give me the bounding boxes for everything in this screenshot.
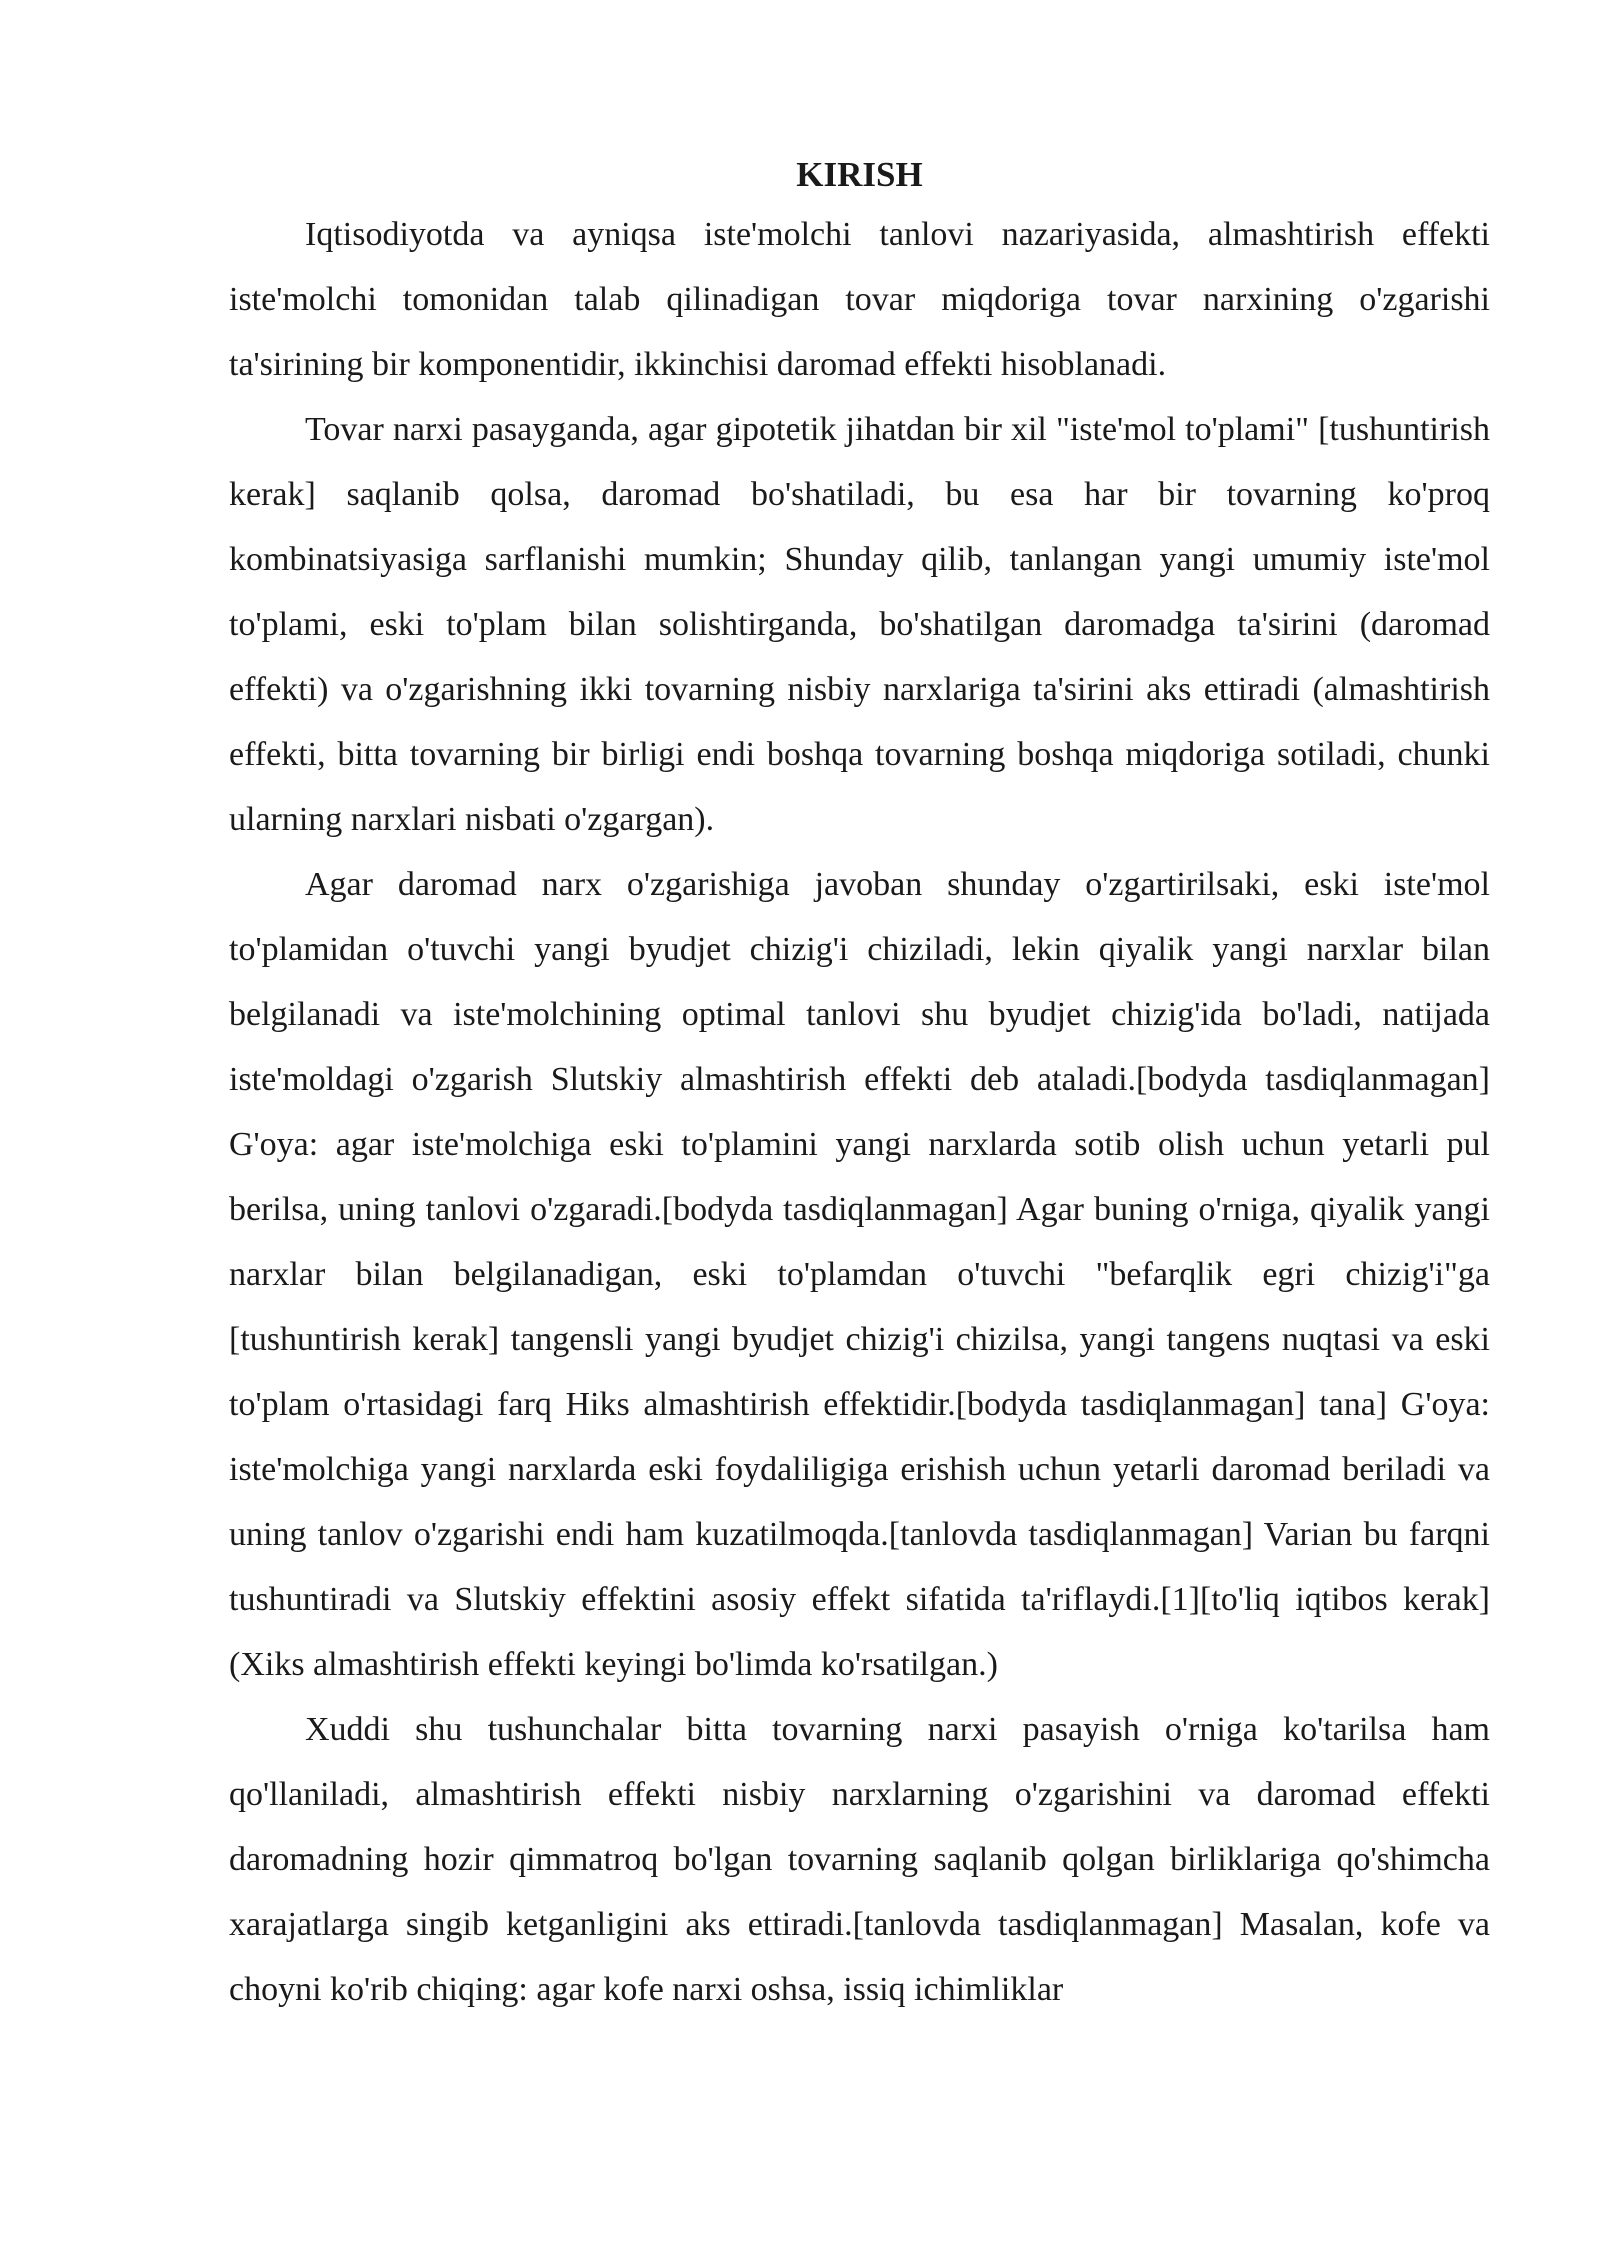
page-title: KIRISH xyxy=(796,155,923,194)
paragraph: Tovar narxi pasayganda, agar gipotetik jihatdan bir xil "iste'mol to'plami" [tushuntirish kerak] saqlanib qolsa, daromad bo'shatiladi, bu esa har bir tovarning ko'proq kombinatsiyasiga sarflanishi mumkin; Shunday qilib, tanlangan yangi umumiy iste'mol to'plami, eski to'plam bilan solishtirganda, bo'shatilgan daromadga ta'sirini (daromad effekti) va o'zgarishning ikki tovarning nisbiy narxlariga ta'sirini aks ettiradi (almashtirish effekti, bitta tovarning bir birligi endi boshqa tovarning boshqa miqdoriga sotiladi, chunki ularning narxlari nisbati o'zgargan). xyxy=(229,411,1490,838)
paragraph: Xuddi shu tushunchalar bitta tovarning narxi pasayish o'rniga ko'tarilsa ham qo'llaniladi, almashtirish effekti nisbiy narxlarning o'zgarishini va daromad effekti daromadning hozir qimmatroq bo'lgan tovarning saqlanib qolgan birliklariga qo'shimcha xarajatlarga singib ketganligini aks ettiradi.[tanlovda tasdiqlanmagan] Masalan, kofe va choyni ko'rib chiqing: agar kofe narxi oshsa, issiq ichimliklar xyxy=(229,1711,1490,2008)
paragraph: Agar daromad narx o'zgarishiga javoban shunday o'zgartirilsaki, eski iste'mol to'plamidan o'tuvchi yangi byudjet chizig'i chiziladi, lekin qiyalik yangi narxlar bilan belgilanadi va iste'molchining optimal tanlovi shu byudjet chizig'ida bo'ladi, natijada iste'moldagi o'zgarish Slutskiy almashtirish effekti deb ataladi.[bodyda tasdiqlanmagan] G'oya: agar iste'molchiga eski to'plamini yangi narxlarda sotib olish uchun yetarli pul berilsa, uning tanlovi o'zgaradi.[bodyda tasdiqlanmagan] Agar buning o'rniga, qiyalik yangi narxlar bilan belgilanadigan, eski to'plamdan o'tuvchi "befarqlik egri chizig'i"ga [tushuntirish kerak] tangensli yangi byudjet chizig'i chizilsa, yangi tangens nuqtasi va eski to'plam o'rtasidagi farq Hiks almashtirish effektidir.[bodyda tasdiqlanmagan] tana] G'oya: iste'molchiga yangi narxlarda eski foydaliligiga erishish uchun yetarli daromad beriladi va uning tanlov o'zgarishi endi ham kuzatilmoqda.[tanlovda tasdiqlanmagan] Varian bu farqni tushuntiradi va Slutskiy effektini asosiy effekt sifatida ta'riflaydi.[1][to'liq iqtibos kerak] (Xiks almashtirish effekti keyingi bo'limda ko'rsatilgan.) xyxy=(229,866,1490,1683)
page-content xyxy=(229,148,1490,2022)
paragraph: Iqtisodiyotda va ayniqsa iste'molchi tanlovi nazariyasida, almashtirish effekti iste'molchi tomonidan talab qilinadigan tovar miqdoriga tovar narxining o'zgarishi ta'sirining bir komponentidir, ikkinchisi daromad effekti hisoblanadi. xyxy=(229,216,1490,383)
